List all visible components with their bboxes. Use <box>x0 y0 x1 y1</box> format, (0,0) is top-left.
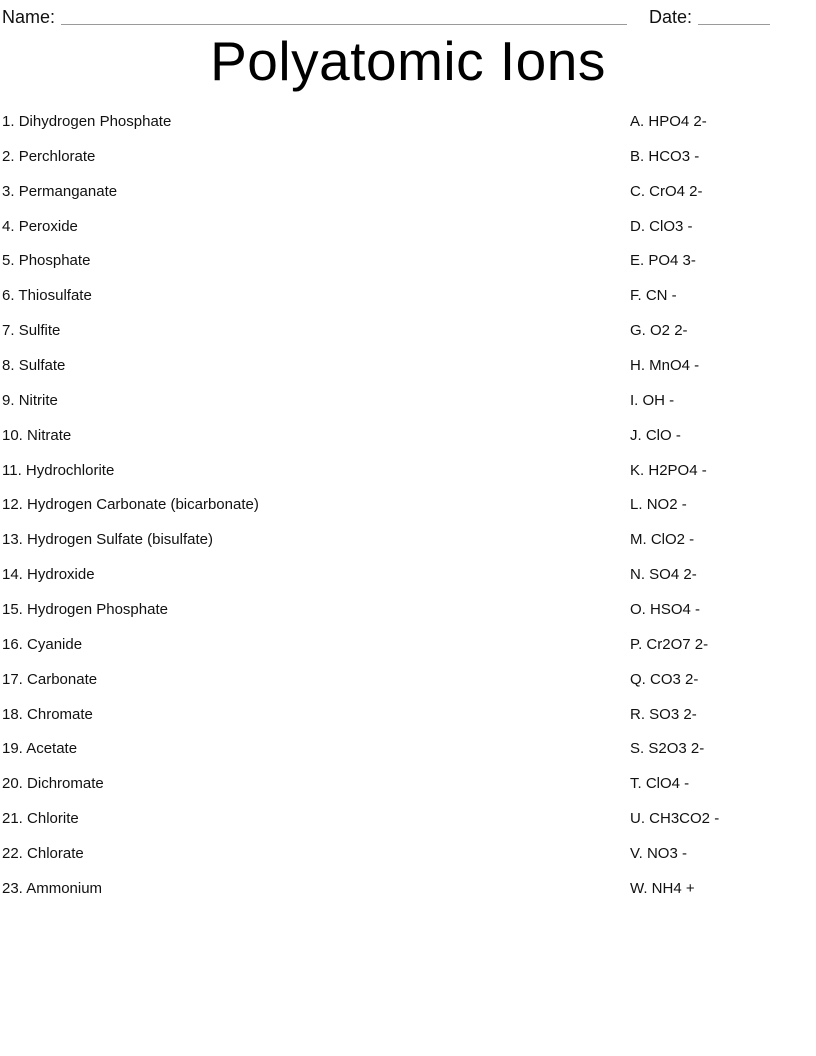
answer-formula: NO2 - <box>646 496 687 514</box>
answer-letter: A. <box>630 112 645 130</box>
question-item <box>2 113 630 130</box>
answer-item <box>630 810 816 827</box>
question-label: Dihydrogen Phosphate <box>18 112 172 130</box>
answer-formula: CrO4 2- <box>649 182 703 200</box>
worksheet-row <box>2 557 816 592</box>
question-item <box>2 775 630 792</box>
answer-item <box>630 252 816 269</box>
worksheet-row <box>2 453 816 488</box>
question-label: Peroxide <box>18 217 78 235</box>
worksheet-row <box>2 209 816 244</box>
answer-item <box>630 636 816 653</box>
question-number: 11. <box>2 461 22 479</box>
worksheet-row <box>2 348 816 383</box>
question-item <box>2 357 630 374</box>
answer-letter: U. <box>630 810 645 828</box>
worksheet-row <box>2 139 816 174</box>
answer-formula: ClO3 - <box>649 217 693 235</box>
answer-formula: CN - <box>645 287 677 305</box>
matching-list <box>2 104 816 906</box>
answer-letter: T. <box>630 775 642 793</box>
answer-formula: Cr2O7 2- <box>646 635 709 653</box>
answer-item <box>630 462 816 479</box>
question-label: Thiosulfate <box>18 287 92 305</box>
question-number: 23. <box>2 879 23 897</box>
answer-item <box>630 427 816 444</box>
question-number: 14. <box>2 566 23 584</box>
question-item <box>2 636 630 653</box>
question-item <box>2 566 630 583</box>
question-number: 6. <box>2 287 15 305</box>
worksheet-row <box>2 662 816 697</box>
answer-item <box>630 531 816 548</box>
worksheet-row <box>2 278 816 313</box>
answer-formula: CO3 2- <box>650 670 699 688</box>
worksheet-row <box>2 418 816 453</box>
question-label: Chlorite <box>27 810 79 828</box>
answer-item <box>630 148 816 165</box>
answer-formula: CH3CO2 - <box>649 810 720 828</box>
question-number: 4. <box>2 217 15 235</box>
question-item <box>2 531 630 548</box>
question-item <box>2 496 630 513</box>
question-item <box>2 322 630 339</box>
question-item <box>2 392 630 409</box>
answer-letter: H. <box>630 356 645 374</box>
answer-letter: G. <box>630 322 646 340</box>
question-number: 10. <box>2 426 23 444</box>
question-item <box>2 845 630 862</box>
question-label: Hydroxide <box>27 566 95 584</box>
answer-item <box>630 671 816 688</box>
answer-formula: MnO4 - <box>649 356 700 374</box>
answer-letter: L. <box>630 496 643 514</box>
answer-item <box>630 845 816 862</box>
answer-formula: HSO4 - <box>650 600 701 618</box>
question-number: 8. <box>2 356 15 374</box>
question-number: 1. <box>2 112 15 130</box>
answer-formula: NH4 + <box>651 879 695 897</box>
answer-formula: H2PO4 - <box>648 461 707 479</box>
question-item <box>2 810 630 827</box>
answer-item <box>630 183 816 200</box>
question-number: 20. <box>2 775 23 793</box>
answer-item <box>630 113 816 130</box>
worksheet-row <box>2 522 816 557</box>
question-label: Nitrite <box>18 391 58 409</box>
question-number: 17. <box>2 670 23 688</box>
question-number: 15. <box>2 600 23 618</box>
question-label: Nitrate <box>27 426 72 444</box>
answer-letter: E. <box>630 252 645 270</box>
answer-item <box>630 601 816 618</box>
answer-item <box>630 775 816 792</box>
question-number: 2. <box>2 147 15 165</box>
answer-letter: N. <box>630 566 645 584</box>
answer-letter: W. <box>630 879 648 897</box>
worksheet-row <box>2 627 816 662</box>
worksheet-row <box>2 313 816 348</box>
answer-item <box>630 740 816 757</box>
answer-letter: P. <box>630 635 643 653</box>
worksheet-row <box>2 836 816 871</box>
question-item <box>2 427 630 444</box>
answer-item <box>630 218 816 235</box>
question-number: 16. <box>2 635 23 653</box>
worksheet-row <box>2 383 816 418</box>
answer-letter: Q. <box>630 670 646 688</box>
answer-formula: O2 2- <box>650 322 688 340</box>
question-label: Perchlorate <box>18 147 96 165</box>
answer-letter: O. <box>630 600 646 618</box>
question-number: 19. <box>2 740 23 758</box>
question-number: 21. <box>2 810 23 828</box>
question-number: 22. <box>2 844 23 862</box>
answer-letter: J. <box>630 426 642 444</box>
worksheet-row <box>2 766 816 801</box>
question-label: Hydrogen Phosphate <box>27 600 168 618</box>
question-label: Sulfate <box>18 356 66 374</box>
answer-letter: B. <box>630 147 645 165</box>
question-item <box>2 462 630 479</box>
answer-formula: HPO4 2- <box>648 112 707 130</box>
answer-letter: S. <box>630 740 645 758</box>
question-item <box>2 740 630 757</box>
question-label: Hydrogen Sulfate (bisulfate) <box>27 531 213 549</box>
answer-letter: V. <box>630 844 643 862</box>
answer-item <box>630 566 816 583</box>
question-item <box>2 880 630 897</box>
answer-item <box>630 357 816 374</box>
answer-item <box>630 706 816 723</box>
answer-letter: M. <box>630 531 647 549</box>
worksheet-row <box>2 104 816 139</box>
answer-letter: C. <box>630 182 645 200</box>
question-label: Acetate <box>26 740 78 758</box>
answer-formula: S2O3 2- <box>648 740 705 758</box>
question-label: Ammonium <box>26 879 103 897</box>
question-item <box>2 601 630 618</box>
answer-formula: SO3 2- <box>649 705 697 723</box>
question-label: Hydrochlorite <box>25 461 115 479</box>
answer-item <box>630 322 816 339</box>
question-number: 7. <box>2 322 15 340</box>
question-item <box>2 148 630 165</box>
answer-letter: D. <box>630 217 645 235</box>
answer-formula: ClO2 - <box>650 531 695 549</box>
question-item <box>2 287 630 304</box>
answer-item <box>630 880 816 897</box>
question-item <box>2 671 630 688</box>
worksheet-header <box>0 0 816 26</box>
question-label: Phosphate <box>18 252 91 270</box>
question-number: 9. <box>2 391 15 409</box>
answer-item <box>630 287 816 304</box>
question-label: Carbonate <box>27 670 98 688</box>
question-label: Chromate <box>27 705 93 723</box>
answer-letter: K. <box>630 461 645 479</box>
worksheet-row <box>2 174 816 209</box>
question-number: 12. <box>2 496 23 514</box>
name-label: Name: <box>2 7 56 27</box>
worksheet-row <box>2 592 816 627</box>
worksheet-row <box>2 243 816 278</box>
worksheet-row <box>2 487 816 522</box>
answer-letter: R. <box>630 705 645 723</box>
question-label: Sulfite <box>18 322 61 340</box>
question-number: 3. <box>2 182 15 200</box>
question-label: Dichromate <box>27 775 104 793</box>
question-number: 18. <box>2 705 23 723</box>
answer-formula: SO4 2- <box>649 566 697 584</box>
question-label: Cyanide <box>27 635 83 653</box>
answer-formula: HCO3 - <box>648 147 700 165</box>
page-title: Polyatomic Ions <box>210 30 606 92</box>
question-item <box>2 706 630 723</box>
question-number: 13. <box>2 531 23 549</box>
question-item <box>2 218 630 235</box>
answer-letter: F. <box>630 287 642 305</box>
answer-item <box>630 496 816 513</box>
question-number: 5. <box>2 252 15 270</box>
answer-item <box>630 392 816 409</box>
answer-formula: ClO - <box>645 426 681 444</box>
question-label: Chlorate <box>27 844 84 862</box>
answer-formula: PO4 3- <box>648 252 696 270</box>
date-label: Date: <box>648 7 692 27</box>
question-item <box>2 252 630 269</box>
answer-letter: I. <box>630 391 639 409</box>
answer-formula: OH - <box>642 391 675 409</box>
answer-formula: ClO4 - <box>645 775 690 793</box>
answer-formula: NO3 - <box>646 844 687 862</box>
worksheet-row <box>2 871 816 906</box>
question-item <box>2 183 630 200</box>
worksheet-row <box>2 801 816 836</box>
question-label: Permanganate <box>18 182 118 200</box>
date-blank-line <box>698 22 770 25</box>
question-label: Hydrogen Carbonate (bicarbonate) <box>27 496 259 514</box>
worksheet-row <box>2 731 816 766</box>
worksheet-row <box>2 697 816 732</box>
name-blank-line <box>61 22 627 25</box>
